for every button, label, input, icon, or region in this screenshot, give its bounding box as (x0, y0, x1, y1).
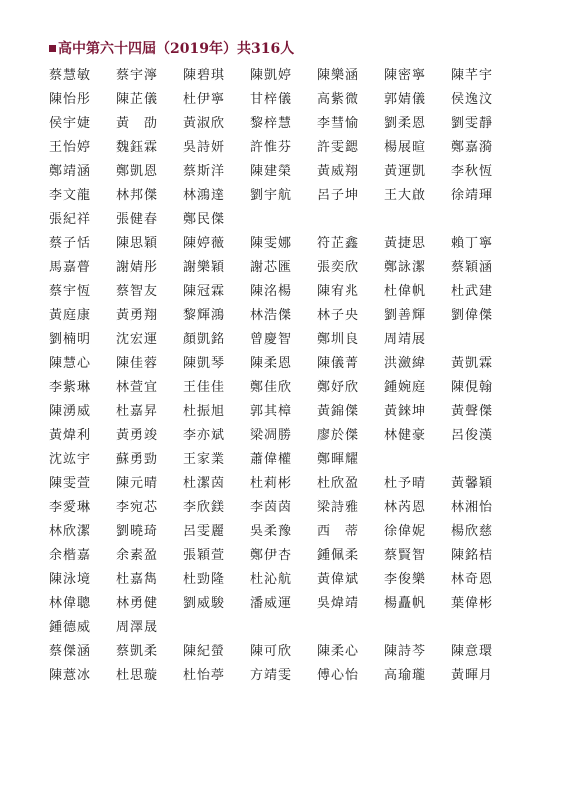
student-name: 顏凱銘 (183, 332, 226, 347)
student-name: 黃威翔 (317, 164, 360, 179)
name-row (49, 472, 519, 496)
student-name: 陳碧琪 (183, 68, 226, 83)
student-name: 陳樂涵 (317, 68, 360, 83)
student-name: 蔡穎涵 (451, 260, 494, 275)
student-name: 余素盈 (116, 548, 159, 563)
student-name: 鄭圳良 (317, 332, 360, 347)
student-name: 劉柔恩 (384, 116, 427, 131)
student-name: 呂俊漢 (451, 428, 494, 443)
student-name: 杜武建 (451, 284, 494, 299)
student-name: 李愛琳 (49, 500, 92, 515)
student-name: 陳洺楊 (250, 284, 293, 299)
student-name: 劉威駿 (183, 596, 226, 611)
student-name: 楊矗帆 (384, 596, 427, 611)
name-row (49, 64, 519, 88)
name-row (49, 568, 519, 592)
student-name: 李秋恆 (451, 164, 494, 179)
student-name: 黃庭康 (49, 308, 92, 323)
student-name: 許惟芬 (250, 140, 293, 155)
student-name: 林湘怡 (451, 500, 494, 515)
student-name: 陳宥兆 (317, 284, 360, 299)
student-name: 林浩傑 (250, 308, 293, 323)
student-name: 呂子坤 (317, 188, 360, 203)
student-name: 李紫琳 (49, 380, 92, 395)
student-name: 吳詩妍 (183, 140, 226, 155)
name-row (49, 304, 519, 328)
name-row (49, 424, 519, 448)
student-name: 潘威運 (250, 596, 293, 611)
student-name: 徐偉妮 (384, 524, 427, 539)
student-name: 杜振旭 (183, 404, 226, 419)
student-name: 梁凋勝 (250, 428, 293, 443)
student-name: 陳怡彤 (49, 92, 92, 107)
student-name: 杜潔茵 (183, 476, 226, 491)
student-name: 陳冠霖 (183, 284, 226, 299)
student-name: 黃煒利 (49, 428, 92, 443)
student-name: 鄭靖涵 (49, 164, 92, 179)
student-name: 黃錸坤 (384, 404, 427, 419)
student-name: 西 蒂 (317, 524, 360, 539)
student-name: 陳凱琴 (183, 356, 226, 371)
student-name: 陳柔心 (317, 644, 360, 659)
student-name: 黃暉月 (451, 668, 494, 683)
student-name-grid (49, 64, 519, 688)
name-row (49, 232, 519, 256)
student-name: 陳紀螢 (183, 644, 226, 659)
student-name: 杜思璇 (116, 668, 159, 683)
name-row (49, 88, 519, 112)
student-name: 張紀祥 (49, 212, 92, 227)
student-name: 侯宇婕 (49, 116, 92, 131)
student-name: 曾慶智 (250, 332, 293, 347)
name-row (49, 160, 519, 184)
name-row (49, 376, 519, 400)
student-name: 陳泳境 (49, 572, 92, 587)
student-name: 杜莉彬 (250, 476, 293, 491)
student-name: 李俊樂 (384, 572, 427, 587)
student-name: 黃偉斌 (317, 572, 360, 587)
student-name: 鄭伊杏 (250, 548, 293, 563)
student-name: 王大啟 (384, 188, 427, 203)
student-name: 王佳佳 (183, 380, 226, 395)
student-name: 陳芊宇 (451, 68, 494, 83)
student-name: 徐靖琿 (451, 188, 494, 203)
student-name: 陳慧心 (49, 356, 92, 371)
student-name: 楊展暄 (384, 140, 427, 155)
name-row (49, 400, 519, 424)
name-row (49, 448, 519, 472)
student-name: 馬嘉瞢 (49, 260, 92, 275)
student-name: 張穎萱 (183, 548, 226, 563)
name-row (49, 136, 519, 160)
student-name: 劉宇航 (250, 188, 293, 203)
name-row (49, 208, 519, 232)
student-name: 鄭詠潔 (384, 260, 427, 275)
student-name: 廖於傑 (317, 428, 360, 443)
student-name: 陳薏冰 (49, 668, 92, 683)
student-name: 蔡宇濘 (116, 68, 159, 83)
student-name: 杜怡葶 (183, 668, 226, 683)
student-name: 楊欣慈 (451, 524, 494, 539)
student-name: 林子央 (317, 308, 360, 323)
student-name: 李文龍 (49, 188, 92, 203)
student-name: 梁詩雅 (317, 500, 360, 515)
student-name: 陳詩芩 (384, 644, 427, 659)
student-name: 高紫微 (317, 92, 360, 107)
student-name: 郭婧儀 (384, 92, 427, 107)
student-name: 蔡傑涵 (49, 644, 92, 659)
student-name: 李亦斌 (183, 428, 226, 443)
student-name: 蔡宇恆 (49, 284, 92, 299)
student-name: 鍾德威 (49, 620, 92, 635)
student-name: 鄭暉耀 (317, 452, 360, 467)
student-name: 周靖展 (384, 332, 427, 347)
student-name: 林萱宜 (116, 380, 159, 395)
square-bullet-icon (49, 45, 56, 52)
student-name: 符芷鑫 (317, 236, 360, 251)
student-name: 劉雯靜 (451, 116, 494, 131)
student-name: 黃聲傑 (451, 404, 494, 419)
student-name: 蔡子恬 (49, 236, 92, 251)
student-name: 杜偉帆 (384, 284, 427, 299)
student-name: 陳思穎 (116, 236, 159, 251)
student-name: 傅心怡 (317, 668, 360, 683)
student-name: 林奇恩 (451, 572, 494, 587)
student-name: 陳雯萱 (49, 476, 92, 491)
student-name: 蔡賢智 (384, 548, 427, 563)
name-row (49, 616, 519, 640)
student-name: 陳凱婷 (250, 68, 293, 83)
student-name: 林鴻達 (183, 188, 226, 203)
student-name: 杜勁隆 (183, 572, 226, 587)
student-name: 陳婷薇 (183, 236, 226, 251)
student-name: 李彗愉 (317, 116, 360, 131)
student-name: 李宛芯 (116, 500, 159, 515)
student-name: 黃凱霖 (451, 356, 494, 371)
student-name: 李欣鎂 (183, 500, 226, 515)
name-row (49, 184, 519, 208)
student-name: 黎輝鴻 (183, 308, 226, 323)
name-row (49, 496, 519, 520)
student-name: 鍾佩柔 (317, 548, 360, 563)
name-row (49, 256, 519, 280)
student-name: 陳意環 (451, 644, 494, 659)
student-name: 謝婧彤 (116, 260, 159, 275)
name-row (49, 112, 519, 136)
student-name: 杜嘉昇 (116, 404, 159, 419)
student-name: 黃勇竣 (116, 428, 159, 443)
student-name: 王怡婷 (49, 140, 92, 155)
student-name: 杜伊寧 (183, 92, 226, 107)
student-name: 陳密寧 (384, 68, 427, 83)
student-name: 鄭民傑 (183, 212, 226, 227)
student-name: 呂雯麗 (183, 524, 226, 539)
student-name: 杜沁航 (250, 572, 293, 587)
student-name: 方靖雯 (250, 668, 293, 683)
student-name: 鄭嘉漪 (451, 140, 494, 155)
student-name: 張奕欣 (317, 260, 360, 275)
student-name: 郭其樟 (250, 404, 293, 419)
student-name: 林偉聰 (49, 596, 92, 611)
name-row (49, 640, 519, 664)
student-name: 黃淑欣 (183, 116, 226, 131)
student-name: 陳俔翰 (451, 380, 494, 395)
student-name: 蔡斯洋 (183, 164, 226, 179)
student-name: 甘梓儀 (250, 92, 293, 107)
page-title (49, 36, 294, 60)
student-name: 鄭凱恩 (116, 164, 159, 179)
student-name: 蔡慧敏 (49, 68, 92, 83)
student-name: 吳柔豫 (250, 524, 293, 539)
student-name: 林欣潔 (49, 524, 92, 539)
name-row (49, 664, 519, 688)
student-name: 侯逸汶 (451, 92, 494, 107)
student-name: 陳儀菁 (317, 356, 360, 371)
name-row (49, 352, 519, 376)
student-name: 鄭佳欣 (250, 380, 293, 395)
student-name: 余楷嘉 (49, 548, 92, 563)
name-row (49, 544, 519, 568)
student-name: 劉善輝 (384, 308, 427, 323)
student-name: 魏鈺霖 (116, 140, 159, 155)
student-name: 黃運凱 (384, 164, 427, 179)
student-name: 林芮恩 (384, 500, 427, 515)
student-name: 黃 劭 (116, 116, 159, 131)
student-name: 洪瀲緯 (384, 356, 427, 371)
student-name: 劉楠明 (49, 332, 92, 347)
student-name: 黃錦傑 (317, 404, 360, 419)
student-name: 陳元晴 (116, 476, 159, 491)
student-name: 許雯鍶 (317, 140, 360, 155)
student-name: 陳湧威 (49, 404, 92, 419)
student-name: 陳雯娜 (250, 236, 293, 251)
student-name: 蕭偉權 (250, 452, 293, 467)
student-name: 陳可欣 (250, 644, 293, 659)
title-text: 高中第六十四屆（2019年）共316人 (58, 41, 295, 57)
student-name: 王家業 (183, 452, 226, 467)
student-name: 黃勇翔 (116, 308, 159, 323)
student-name: 林邦傑 (116, 188, 159, 203)
student-name: 葉偉彬 (451, 596, 494, 611)
student-name: 謝樂穎 (183, 260, 226, 275)
student-name: 陳柔恩 (250, 356, 293, 371)
student-name: 杜嘉雋 (116, 572, 159, 587)
student-name: 蘇勇勁 (116, 452, 159, 467)
student-name: 李茵茵 (250, 500, 293, 515)
name-row (49, 280, 519, 304)
student-name: 蔡凱柔 (116, 644, 159, 659)
student-name: 黃捷思 (384, 236, 427, 251)
student-name: 黃馨穎 (451, 476, 494, 491)
student-name: 周澤晟 (116, 620, 159, 635)
name-row (49, 328, 519, 352)
student-name: 賴丁寧 (451, 236, 494, 251)
student-name: 沈宏運 (116, 332, 159, 347)
name-row (49, 592, 519, 616)
student-name: 蔡智友 (116, 284, 159, 299)
student-name: 陳佳蓉 (116, 356, 159, 371)
student-name: 高瑜瓏 (384, 668, 427, 683)
student-name: 林健豪 (384, 428, 427, 443)
student-name: 劉曉琦 (116, 524, 159, 539)
student-name: 謝芯匯 (250, 260, 293, 275)
student-name: 陳銘桔 (451, 548, 494, 563)
student-name: 吳煒靖 (317, 596, 360, 611)
student-name: 杜欣盈 (317, 476, 360, 491)
student-name: 陳建榮 (250, 164, 293, 179)
student-name: 黎梓慧 (250, 116, 293, 131)
student-name: 陳芷儀 (116, 92, 159, 107)
student-name: 沈竑宇 (49, 452, 92, 467)
student-name: 鄭妤欣 (317, 380, 360, 395)
student-name: 張健春 (116, 212, 159, 227)
name-row (49, 520, 519, 544)
student-name: 杜予晴 (384, 476, 427, 491)
student-name: 林勇健 (116, 596, 159, 611)
student-name: 鍾婉庭 (384, 380, 427, 395)
student-name: 劉偉傑 (451, 308, 494, 323)
